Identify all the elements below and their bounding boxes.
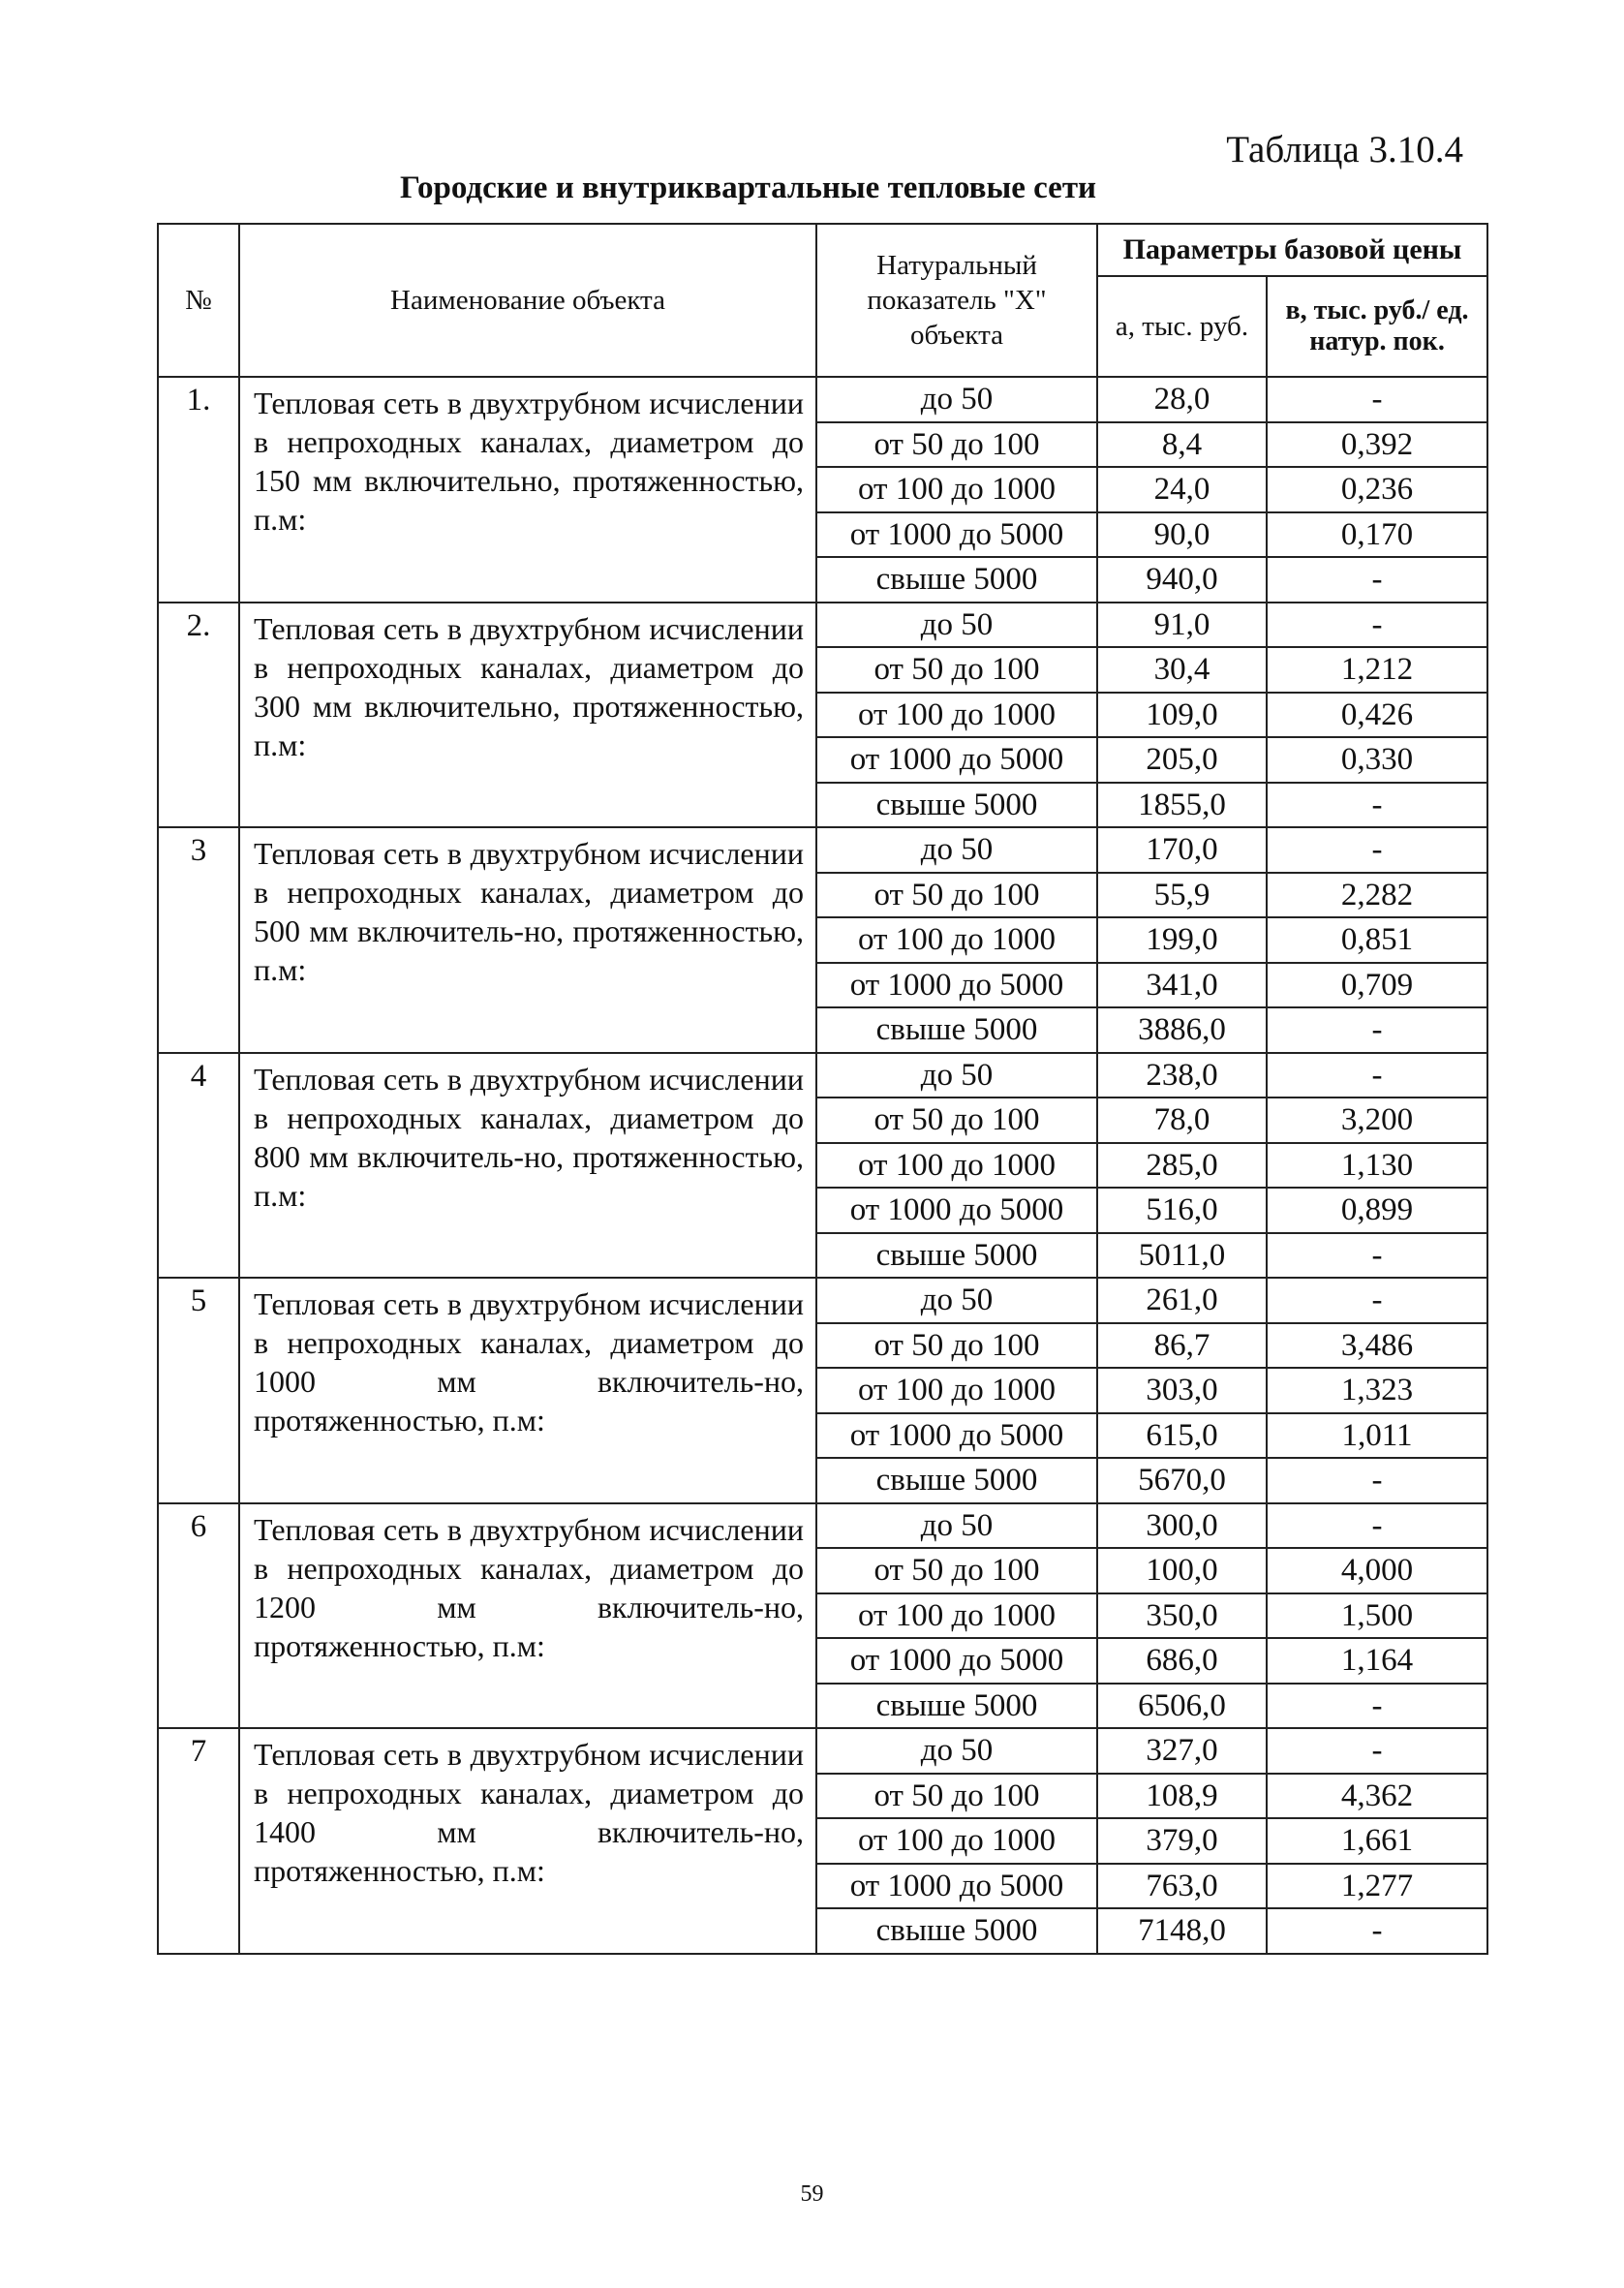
natural-indicator: от 50 до 100 (816, 873, 1097, 918)
natural-indicator: свыше 5000 (816, 783, 1097, 828)
table-row (158, 1053, 1487, 1098)
value-b: - (1267, 1007, 1487, 1053)
value-b: 0,851 (1267, 917, 1487, 963)
table-row (158, 1503, 1487, 1549)
natural-indicator: свыше 5000 (816, 1007, 1097, 1053)
table-row (158, 603, 1487, 648)
natural-indicator: до 50 (816, 1278, 1097, 1323)
value-b: 0,899 (1267, 1188, 1487, 1233)
table-row (158, 827, 1487, 873)
natural-indicator: до 50 (816, 827, 1097, 873)
value-b: 1,500 (1267, 1593, 1487, 1639)
header-a: а, тыс. руб. (1097, 276, 1267, 377)
value-a: 7148,0 (1097, 1908, 1267, 1954)
natural-indicator: от 1000 до 5000 (816, 1188, 1097, 1233)
natural-indicator: до 50 (816, 603, 1097, 648)
value-a: 90,0 (1097, 512, 1267, 558)
natural-indicator: свыше 5000 (816, 1908, 1097, 1954)
value-b: 0,236 (1267, 467, 1487, 512)
natural-indicator: от 1000 до 5000 (816, 737, 1097, 783)
row-number: 2. (158, 603, 239, 828)
value-a: 86,7 (1097, 1323, 1267, 1369)
value-a: 300,0 (1097, 1503, 1267, 1549)
value-a: 30,4 (1097, 647, 1267, 693)
value-b: - (1267, 557, 1487, 603)
natural-indicator: от 100 до 1000 (816, 1368, 1097, 1413)
natural-indicator: свыше 5000 (816, 1458, 1097, 1503)
value-b: - (1267, 1278, 1487, 1323)
value-a: 109,0 (1097, 693, 1267, 738)
value-a: 5670,0 (1097, 1458, 1267, 1503)
value-b: 1,212 (1267, 647, 1487, 693)
header-num: № (158, 224, 239, 377)
table-row (158, 1278, 1487, 1323)
value-b: 3,486 (1267, 1323, 1487, 1369)
table-body (158, 377, 1487, 1954)
row-number: 4 (158, 1053, 239, 1279)
value-a: 6506,0 (1097, 1684, 1267, 1729)
natural-indicator: от 50 до 100 (816, 647, 1097, 693)
value-b: - (1267, 1908, 1487, 1954)
value-a: 91,0 (1097, 603, 1267, 648)
value-a: 615,0 (1097, 1413, 1267, 1459)
natural-indicator: от 100 до 1000 (816, 1593, 1097, 1639)
value-b: - (1267, 1458, 1487, 1503)
value-b: 4,362 (1267, 1774, 1487, 1819)
value-a: 108,9 (1097, 1774, 1267, 1819)
table-label: Таблица 3.10.4 (1226, 129, 1463, 170)
table-row (158, 1728, 1487, 1774)
value-b: 0,330 (1267, 737, 1487, 783)
value-b: - (1267, 1053, 1487, 1098)
value-b: 3,200 (1267, 1098, 1487, 1143)
value-b: 1,011 (1267, 1413, 1487, 1459)
value-b: - (1267, 603, 1487, 648)
natural-indicator: от 100 до 1000 (816, 1818, 1097, 1864)
value-a: 24,0 (1097, 467, 1267, 512)
natural-indicator: от 100 до 1000 (816, 917, 1097, 963)
row-number: 7 (158, 1728, 239, 1954)
value-b: 0,170 (1267, 512, 1487, 558)
natural-indicator: до 50 (816, 1728, 1097, 1774)
object-name: Тепловая сеть в двухтрубном исчислении в непроходных каналах, диаметром до 150 мм включительно, протяженностью, п.м: (239, 377, 816, 603)
value-a: 940,0 (1097, 557, 1267, 603)
natural-indicator: от 1000 до 5000 (816, 1864, 1097, 1909)
value-a: 303,0 (1097, 1368, 1267, 1413)
natural-indicator: от 100 до 1000 (816, 693, 1097, 738)
value-b: 0,392 (1267, 422, 1487, 468)
value-b: - (1267, 1728, 1487, 1774)
value-a: 1855,0 (1097, 783, 1267, 828)
value-b: - (1267, 827, 1487, 873)
value-a: 205,0 (1097, 737, 1267, 783)
value-b: 0,709 (1267, 963, 1487, 1008)
object-name: Тепловая сеть в двухтрубном исчислении в непроходных каналах, диаметром до 300 мм включительно, протяженностью, п.м: (239, 603, 816, 828)
value-a: 350,0 (1097, 1593, 1267, 1639)
value-a: 285,0 (1097, 1143, 1267, 1189)
page-number: 59 (800, 2181, 824, 2207)
value-b: 1,277 (1267, 1864, 1487, 1909)
value-a: 327,0 (1097, 1728, 1267, 1774)
value-a: 28,0 (1097, 377, 1267, 422)
natural-indicator: от 50 до 100 (816, 422, 1097, 468)
object-name: Тепловая сеть в двухтрубном исчислении в непроходных каналах, диаметром до 1400 мм включитель-но, протяженностью, п.м: (239, 1728, 816, 1954)
header-params: Параметры базовой цены (1097, 224, 1487, 276)
object-name: Тепловая сеть в двухтрубном исчислении в непроходных каналах, диаметром до 1000 мм включитель-но, протяженностью, п.м: (239, 1278, 816, 1503)
value-a: 55,9 (1097, 873, 1267, 918)
object-name: Тепловая сеть в двухтрубном исчислении в непроходных каналах, диаметром до 500 мм включитель-но, протяженностью, п.м: (239, 827, 816, 1053)
value-a: 516,0 (1097, 1188, 1267, 1233)
value-b: - (1267, 783, 1487, 828)
object-name: Тепловая сеть в двухтрубном исчислении в непроходных каналах, диаметром до 800 мм включитель-но, протяженностью, п.м: (239, 1053, 816, 1279)
natural-indicator: свыше 5000 (816, 1233, 1097, 1279)
natural-indicator: от 50 до 100 (816, 1323, 1097, 1369)
value-a: 199,0 (1097, 917, 1267, 963)
natural-indicator: от 50 до 100 (816, 1548, 1097, 1593)
row-number: 5 (158, 1278, 239, 1503)
header-x: Натуральный показатель "Х" объекта (816, 224, 1097, 377)
object-name: Тепловая сеть в двухтрубном исчислении в непроходных каналах, диаметром до 1200 мм включитель-но, протяженностью, п.м: (239, 1503, 816, 1729)
price-table (157, 223, 1488, 1955)
value-a: 341,0 (1097, 963, 1267, 1008)
value-a: 261,0 (1097, 1278, 1267, 1323)
natural-indicator: свыше 5000 (816, 1684, 1097, 1729)
table-row (158, 377, 1487, 422)
value-b: 0,426 (1267, 693, 1487, 738)
value-a: 238,0 (1097, 1053, 1267, 1098)
natural-indicator: от 50 до 100 (816, 1098, 1097, 1143)
value-b: 1,323 (1267, 1368, 1487, 1413)
value-b: - (1267, 1503, 1487, 1549)
natural-indicator: от 1000 до 5000 (816, 1413, 1097, 1459)
natural-indicator: от 100 до 1000 (816, 467, 1097, 512)
table-title: Городские и внутриквартальные тепловые сети (399, 170, 1097, 205)
natural-indicator: от 1000 до 5000 (816, 512, 1097, 558)
value-a: 8,4 (1097, 422, 1267, 468)
value-b: 2,282 (1267, 873, 1487, 918)
value-b: 1,661 (1267, 1818, 1487, 1864)
value-b: 1,130 (1267, 1143, 1487, 1189)
value-a: 100,0 (1097, 1548, 1267, 1593)
natural-indicator: до 50 (816, 1053, 1097, 1098)
natural-indicator: до 50 (816, 377, 1097, 422)
row-number: 6 (158, 1503, 239, 1729)
header-name: Наименование объекта (239, 224, 816, 377)
natural-indicator: от 100 до 1000 (816, 1143, 1097, 1189)
value-b: - (1267, 1233, 1487, 1279)
value-a: 379,0 (1097, 1818, 1267, 1864)
natural-indicator: до 50 (816, 1503, 1097, 1549)
value-a: 686,0 (1097, 1638, 1267, 1684)
row-number: 1. (158, 377, 239, 603)
value-b: 1,164 (1267, 1638, 1487, 1684)
natural-indicator: от 50 до 100 (816, 1774, 1097, 1819)
natural-indicator: от 1000 до 5000 (816, 1638, 1097, 1684)
value-b: 4,000 (1267, 1548, 1487, 1593)
value-b: - (1267, 377, 1487, 422)
row-number: 3 (158, 827, 239, 1053)
value-a: 78,0 (1097, 1098, 1267, 1143)
value-b: - (1267, 1684, 1487, 1729)
natural-indicator: от 1000 до 5000 (816, 963, 1097, 1008)
header-b: в, тыс. руб./ ед. натур. пок. (1267, 276, 1487, 377)
natural-indicator: свыше 5000 (816, 557, 1097, 603)
value-a: 5011,0 (1097, 1233, 1267, 1279)
value-a: 170,0 (1097, 827, 1267, 873)
value-a: 763,0 (1097, 1864, 1267, 1909)
value-a: 3886,0 (1097, 1007, 1267, 1053)
